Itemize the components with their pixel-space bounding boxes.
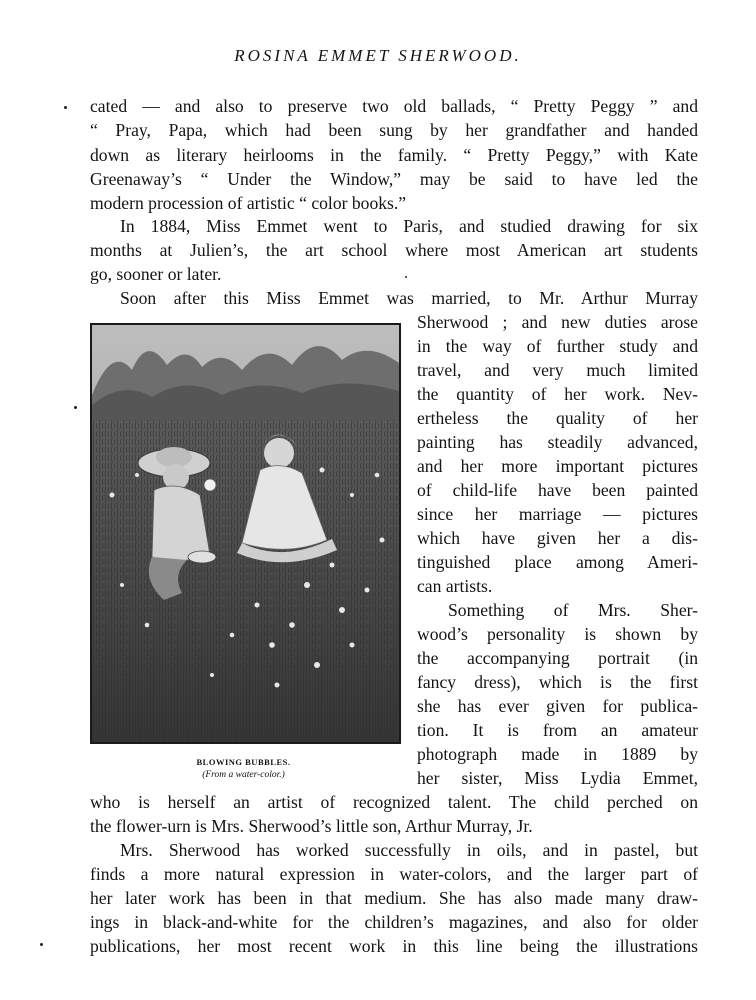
text-line: ertheless the quality of her xyxy=(417,408,698,428)
text-line: she has ever given for publica- xyxy=(417,696,698,716)
text-line: modern procession of artistic “ color books.” xyxy=(90,193,407,213)
text-line: publications, her most recent work in this line being the illustrations xyxy=(90,936,698,956)
text-line: the accompanying portrait (in xyxy=(417,648,698,668)
text-line: her later work has been in that medium. She has also made many draw- xyxy=(90,888,698,908)
text-line: fancy dress), which is the first xyxy=(417,672,698,692)
text-line: cated — and also to preserve two old ballads, “ Pretty Peggy ” and xyxy=(90,96,698,116)
text-line: can artists. xyxy=(417,576,493,596)
figure-caption-note: (From a water-color.) xyxy=(202,770,285,780)
text-line: Soon after this Miss Emmet was married, to Mr. Arthur Murray xyxy=(120,288,698,308)
text-line: “ Pray, Papa, which had been sung by her grandfather and handed xyxy=(90,120,698,140)
running-header: ROSINA EMMET SHERWOOD. xyxy=(234,46,522,65)
text-line: Sherwood ; and new duties arose xyxy=(417,312,698,332)
text-line: the flower-urn is Mrs. Sherwood’s little son, Arthur Murray, Jr. xyxy=(90,816,533,836)
print-speck xyxy=(40,943,43,946)
print-speck xyxy=(74,406,77,409)
text-line: go, sooner or later. xyxy=(90,264,222,284)
text-line: which have given her a dis- xyxy=(417,528,698,548)
text-line: Greenaway’s “ Under the Window,” may be said to have led the xyxy=(90,169,698,189)
text-line: who is herself an artist of recognized talent. The child perched on xyxy=(90,792,698,812)
text-line: down as literary heirlooms in the family. “ Pretty Peggy,” with Kate xyxy=(90,145,698,165)
text-line: wood’s personality is shown by xyxy=(417,624,698,644)
text-line: and her more important pictures xyxy=(417,456,698,476)
text-line: painting has steadily advanced, xyxy=(417,432,698,452)
text-line: tinguished place among Ameri- xyxy=(417,552,698,572)
text-line: Something of Mrs. Sher- xyxy=(448,600,698,620)
print-speck xyxy=(64,106,67,109)
text-line: Mrs. Sherwood has worked successfully in oils, and in pastel, but xyxy=(120,840,698,860)
text-line: ings in black-and-white for the children’s magazines, and also for older xyxy=(90,912,698,932)
text-line: in the way of further study and xyxy=(417,336,698,356)
text-line: In 1884, Miss Emmet went to Paris, and studied drawing for six xyxy=(120,216,698,236)
figure-caption-title: BLOWING BUBBLES. xyxy=(196,757,291,767)
text-line: months at Julien’s, the art school where most American art students xyxy=(90,240,698,260)
text-line: the quantity of her work. Nev- xyxy=(417,384,698,404)
text-line: travel, and very much limited xyxy=(417,360,698,380)
print-speck xyxy=(405,276,407,278)
text-line: since her marriage — pictures xyxy=(417,504,698,524)
text-line: her sister, Miss Lydia Emmet, xyxy=(417,768,698,788)
text-line: of child-life have been painted xyxy=(417,480,698,500)
text-line: photograph made in 1889 by xyxy=(417,744,698,764)
text-line: finds a more natural expression in water-colors, and the larger part of xyxy=(90,864,698,884)
illustration-plate xyxy=(90,323,401,744)
blowing-bubbles-illustration xyxy=(92,325,399,742)
text-line: tion. It is from an amateur xyxy=(417,720,698,740)
